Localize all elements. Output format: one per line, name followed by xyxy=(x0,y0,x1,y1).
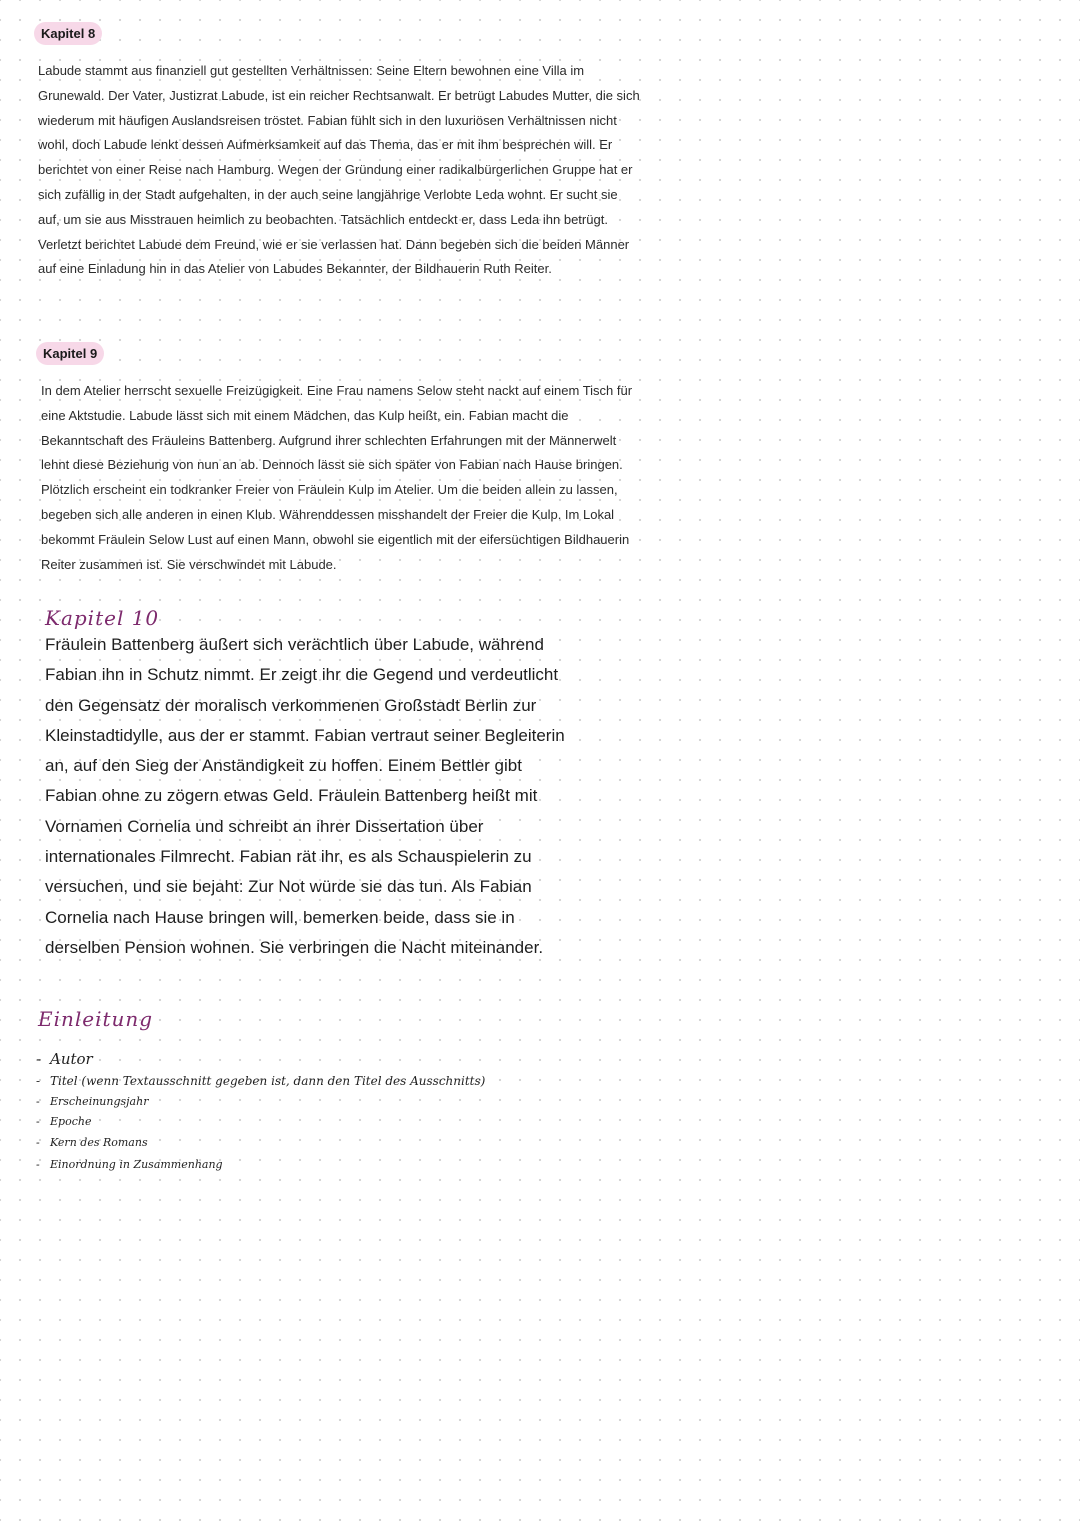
chapter-9-label: Kapitel 9 xyxy=(36,342,104,365)
chapter-8-label: Kapitel 8 xyxy=(34,22,102,45)
list-item: - Einordnung in Zusammenhang xyxy=(36,1158,223,1171)
chapter-9-text: In dem Atelier herrscht sexuelle Freizügigkeit. Eine Frau namens Selow steht nackt auf einem Tisch für eine Aktstudie. Labude lässt sich mit einem Mädchen, das Kulp heißt, ein. Fabian macht die Bekanntschaft des Fräuleins Battenberg. Aufgrund ihrer schlechten Erfahrungen mit der Männerwelt lehnt diese Beziehung von nun an ab. Dennoch lässt sie sich später von Fabian nach Hause bringen. Plötzlich erscheint ein todkranker Freier von Fräulein Kulp im Atelier. Um die beiden allein zu lassen, begeben sich alle anderen in einen Klub. Währenddessen misshandelt der Freier die Kulp. Im Lokal bekommt Fräulein Selow Lust auf einen Mann, obwohl sie eigentlich mit der eifersüchtigen Bildhauerin Reiter zusammen ist. Sie verschwindet mit Labude. xyxy=(41,383,633,572)
list-item: - Epoche xyxy=(36,1115,92,1128)
chapter-9-section xyxy=(36,342,646,582)
chapter-10-heading: Kapitel 10 xyxy=(45,606,160,630)
list-item-text: Einordnung in Zusammenhang xyxy=(50,1158,223,1171)
list-item: - Kern des Romans xyxy=(36,1136,148,1149)
list-item-text: Erscheinungsjahr xyxy=(50,1095,149,1108)
list-item: - Titel (wenn Textausschnitt gegeben ist, dann den Titel des Ausschnitts) xyxy=(36,1074,486,1088)
chapter-10-text: Fräulein Battenberg äußert sich verächtlich über Labude, während Fabian ihn in Schutz nimmt. Er zeigt ihr die Gegend und verdeutlicht den Gegensatz der moralisch verkommenen Großstadt Berlin zur Kleinstadtidylle, aus der er stammt. Fabian vertraut seiner Begleiterin an, auf den Sieg der Anständigkeit zu hoffen. Einem Bettler gibt Fabian ohne zu zögern etwas Geld. Fräulein Battenberg heißt mit Vornamen Cornelia und schreibt an ihrer Dissertation über internationales Filmrecht. Fabian rät ihr, es als Schauspielerin zu versuchen, und sie bejaht: Zur Not würde sie das tun. Als Fabian Cornelia nach Hause bringen will, bemerken beide, dass sie in derselben Pension wohnen. Sie verbringen die Nacht miteinander. xyxy=(45,635,565,957)
list-item: - Erscheinungsjahr xyxy=(36,1095,149,1108)
list-item-text: Kern des Romans xyxy=(50,1136,148,1149)
list-item-text: Epoche xyxy=(50,1115,92,1128)
list-item: - Autor xyxy=(36,1050,93,1068)
chapter-10-section xyxy=(45,606,575,966)
list-item-text: Titel (wenn Textausschnitt gegeben ist, dann den Titel des Ausschnitts) xyxy=(50,1074,486,1088)
introduction-heading: Einleitung xyxy=(38,1007,154,1031)
chapter-8-text: Labude stammt aus finanziell gut gestellten Verhältnissen: Seine Eltern bewohnen eine Villa im Grunewald. Der Vater, Justizrat Labude, ist ein reicher Rechtsanwalt. Er betrügt Labudes Mutter, die sich wiederum mit häufigen Auslandsreisen tröstet. Fabian fühlt sich in den luxuriösen Verhältnissen nicht wohl, doch Labude lenkt dessen Aufmerksamkeit auf das Thema, das er mit ihm besprechen will. Er berichtet von einer Reise nach Hamburg. Wegen der Gründung einer radikalbürgerlichen Gruppe hat er sich zufällig in der Stadt aufgehalten, in der auch seine langjährige Verlobte Leda wohnt. Er sucht sie auf, um sie aus Misstrauen heimlich zu beobachten. Tatsächlich entdeckt er, dass Leda ihn betrügt. Verletzt berichtet Labude dem Freund, wie er sie verlassen hat. Dann begeben sich die beiden Männer auf eine Einladung hin in das Atelier von Labudes Bekannter, der Bildhauerin Ruth Reiter. xyxy=(38,63,640,277)
list-item-text: Autor xyxy=(50,1050,93,1068)
introduction-list xyxy=(36,1048,485,1176)
chapter-8-section xyxy=(34,22,644,312)
introduction-notes xyxy=(36,1004,636,1194)
